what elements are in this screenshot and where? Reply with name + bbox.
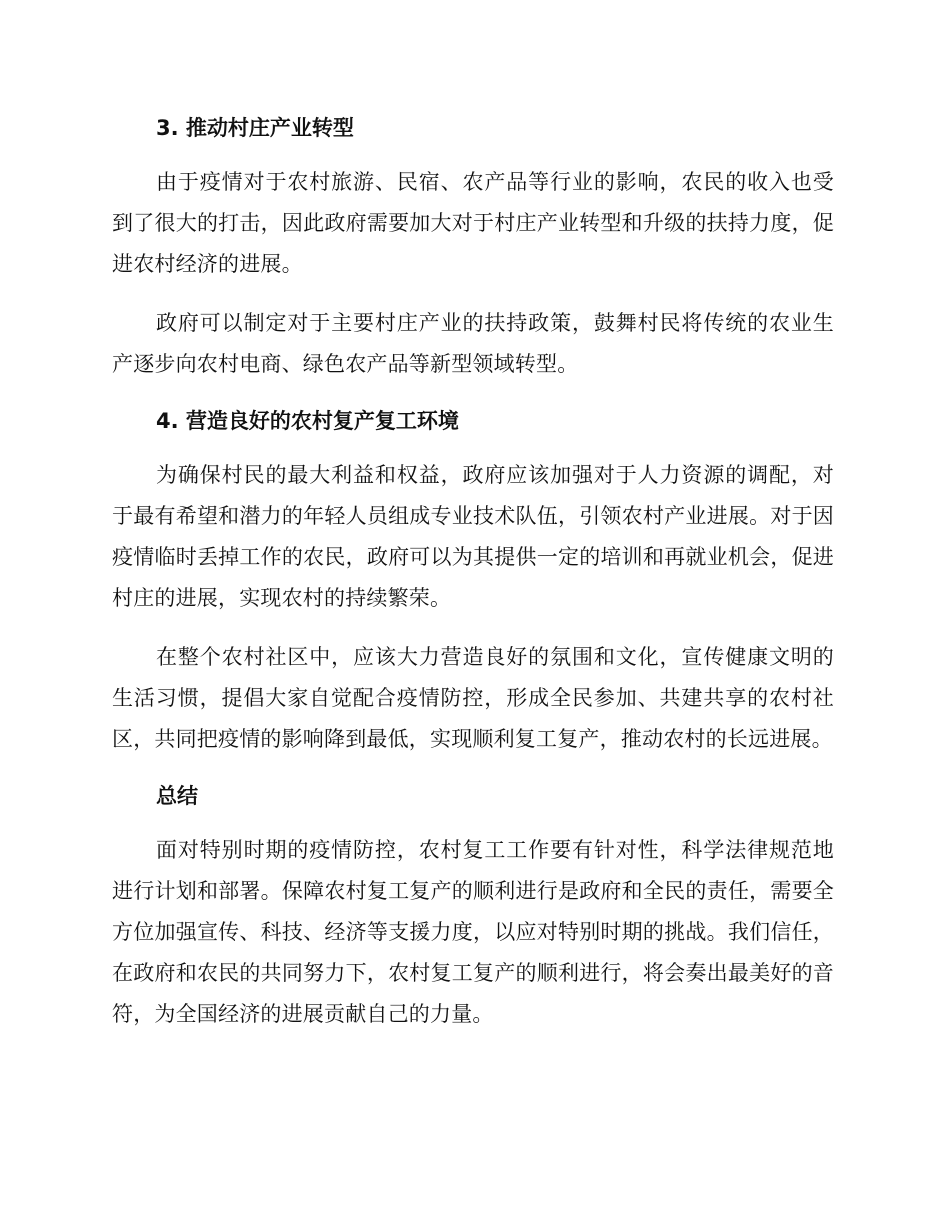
paragraph: 在整个农村社区中，应该大力营造良好的氛围和文化，宣传健康文明的生活习惯，提倡大家自觉配合疫情防控，形成全民参加、共建共享的农村社区，共同把疫情的影响降到最低，实现顺利复工复产，推动农村的长远进展。	[112, 645, 834, 751]
paragraph: 由于疫情对于农村旅游、民宿、农产品等行业的影响，农民的收入也受到了很大的打击，因此政府需要加大对于村庄产业转型和升级的扶持力度，促进农村经济的进展。	[112, 170, 834, 276]
paragraph: 面对特别时期的疫情防控，农村复工工作要有针对性，科学法律规范地进行计划和部署。保障农村复工复产的顺利进行是政府和全民的责任，需要全方位加强宣传、科技、经济等支援力度，以应对特别时期的挑战。我们信任，在政府和农民的共同努力下，农村复工复产的顺利进行，将会奏出最美好的音符，为全国经济的进展贡献自己的力量。	[112, 838, 834, 1026]
paragraph: 政府可以制定对于主要村庄产业的扶持政策，鼓舞村民将传统的农业生产逐步向农村电商、绿色农产品等新型领域转型。	[112, 311, 834, 376]
section-heading-4: 4. 营造良好的农村复产复工环境	[156, 409, 459, 433]
paragraph: 为确保村民的最大利益和权益，政府应该加强对于人力资源的调配，对于最有希望和潜力的年轻人员组成专业技术队伍，引领农村产业进展。对于因疫情临时丢掉工作的农民，政府可以为其提供一定的培训和再就业机会，促进村庄的进展，实现农村的持续繁荣。	[112, 463, 834, 610]
section-heading-3: 3. 推动村庄产业转型	[156, 116, 354, 140]
section-heading-summary: 总结	[156, 784, 198, 808]
document-body	[112, 108, 834, 1035]
